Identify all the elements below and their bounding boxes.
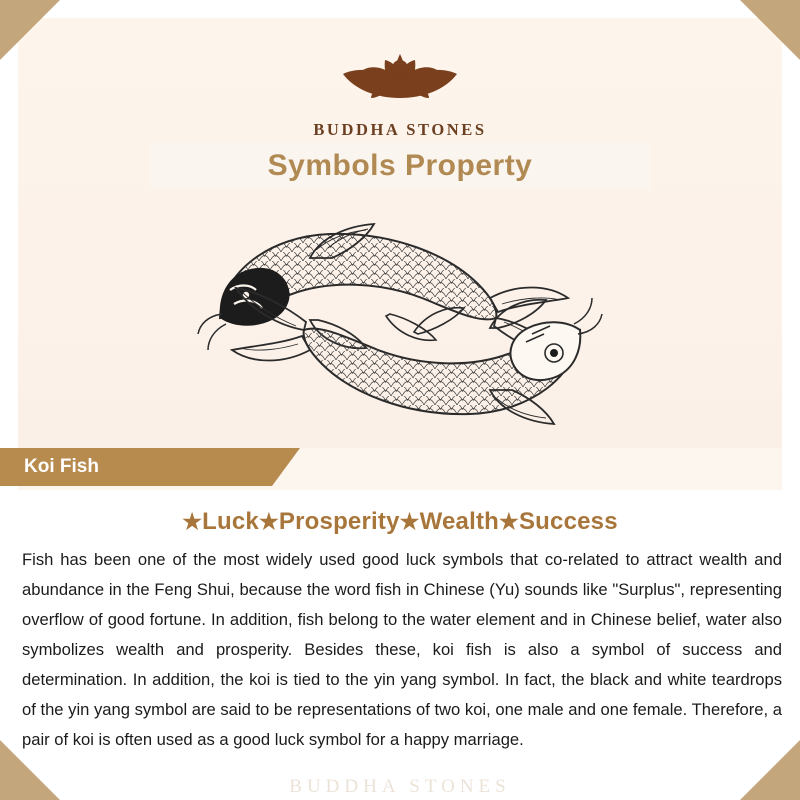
star-icon: ★ bbox=[258, 509, 279, 534]
keyword-list bbox=[0, 508, 800, 536]
section-label-tab bbox=[0, 448, 272, 486]
section-label-arrow bbox=[272, 448, 300, 486]
page-title: Symbols Property bbox=[267, 149, 533, 182]
star-icon: ★ bbox=[182, 509, 203, 534]
description-paragraph: Fish has been one of the most widely used good luck symbols that co-related to attract wealth and abundance in the Feng Shui, because the word fish in Chinese (Yu) sounds like "Surplus", representing overflow of good fortune. In addition, fish belong to the water element and in Chinese belief, water also symbolizes wealth and prosperity. Besides these, koi fish is also a symbol of success and determination. In addition, the koi is tied to the yin yang symbol. In fact, the black and white teardrops of the yin yang symbol are said to be representations of two koi, one male and one female. Therefore, a pair of koi is often used as a good luck symbol for a happy marriage. bbox=[22, 550, 782, 749]
title-band bbox=[150, 142, 650, 190]
brand-name: BUDDHA STONES bbox=[313, 120, 487, 139]
keyword-wealth: Wealth bbox=[419, 508, 500, 535]
keyword-success: Success bbox=[518, 508, 618, 535]
watermark-text: BUDDHA STONES bbox=[289, 776, 511, 797]
section-label: Koi Fish bbox=[24, 456, 99, 477]
brand-logo bbox=[0, 24, 800, 140]
lotus-meditation-figure-icon bbox=[315, 24, 485, 116]
keyword-prosperity: Prosperity bbox=[278, 508, 400, 535]
keyword-luck: Luck bbox=[202, 508, 259, 535]
star-icon: ★ bbox=[399, 509, 420, 534]
two-koi-fish-yin-yang-illustration bbox=[160, 198, 640, 458]
koi-fish-svg bbox=[160, 198, 640, 458]
star-icon: ★ bbox=[499, 509, 519, 534]
